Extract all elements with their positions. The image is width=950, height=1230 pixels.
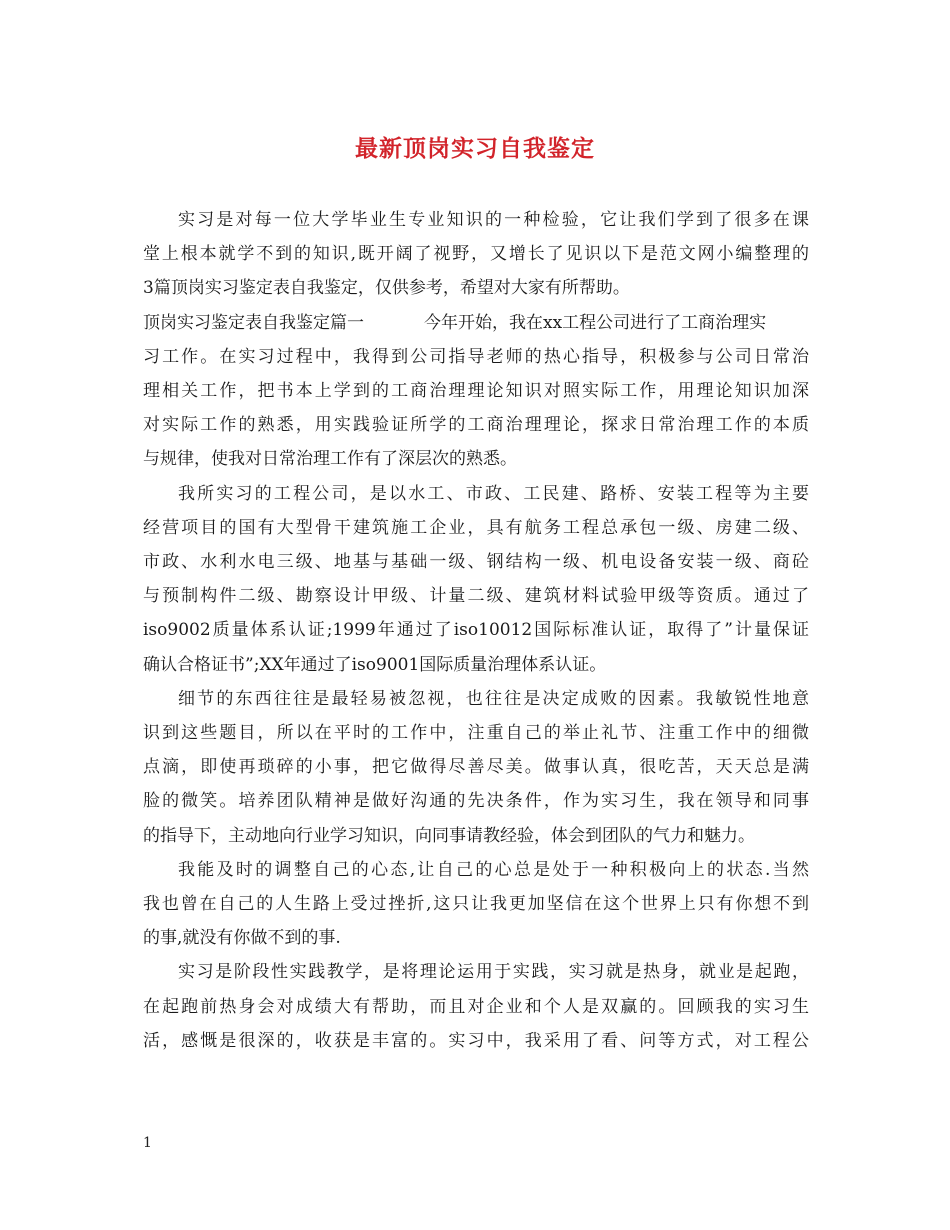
text-line: 细节的东西往往是最轻易被忽视，也往往是决定成败的因素。我敏锐性地意 (178, 688, 809, 709)
page-number: 1 (143, 1135, 152, 1151)
paragraph (143, 682, 809, 853)
text-line: 脸的微笑。培养团队精神是做好沟通的先决条件，作为实习生，我在领导和同事 (143, 791, 809, 812)
text-line: 市政、水利水电三级、地基与基础一级、钢结构一级、机电设备安装一级、商砼 (143, 552, 809, 573)
text-line: 实习是对每一位大学毕业生专业知识的一种检验，它让我们学到了很多在课 (178, 210, 809, 230)
document-body (143, 203, 809, 1058)
text-line: 3篇顶岗实习鉴定表自我鉴定，仅供参考，希望对大家有所帮助。 (143, 278, 630, 299)
paragraph (143, 853, 809, 956)
text-run: 今年开始，我在xx工程公司进行了工商治理实 (424, 312, 767, 333)
text-line: 与预制构件二级、勘察设计甲级、计量二级、建筑材料试验甲级等资质。通过了 (143, 586, 809, 607)
text-line: 我所实习的工程公司，是以水工、市政、工民建、路桥、安装工程等为主要 (178, 483, 809, 504)
text-line: iso9002质量体系认证;1999年通过了iso10012国际标准认证，取得了”计量保证 (143, 620, 809, 641)
text-line: 的指导下，主动地向行业学习知识，向同事请教经验，体会到团队的气力和魅力。 (143, 825, 755, 846)
text-line: 识到这些题目，所以在平时的工作中，注重自己的举止礼节、注重工作中的细微 (143, 723, 809, 744)
paragraph (143, 477, 809, 682)
text-line: 在起跑前热身会对成绩大有帮助，而且对企业和个人是双赢的。回顾我的实习生 (143, 996, 809, 1017)
text-line (143, 306, 809, 340)
paragraph (143, 306, 809, 477)
text-line: 堂上根本就学不到的知识,既开阔了视野，又增长了见识以下是范文网小编整理的 (143, 244, 809, 265)
text-line: 确认合格证书”;XX年通过了iso9001国际质量治理体系认证。 (143, 654, 607, 675)
text-line: 点滴，即使再琐碎的小事，把它做得尽善尽美。做事认真，很吃苦，天天总是满 (143, 757, 809, 778)
text-line: 对实际工作的熟悉，用实践验证所学的工商治理理论，探求日常治理工作的本质 (143, 415, 809, 436)
section-heading: 顶岗实习鉴定表自我鉴定篇一 (143, 312, 364, 333)
paragraph (143, 203, 809, 306)
text-line: 理相关工作，把书本上学到的工商治理理论知识对照实际工作，用理论知识加深 (143, 381, 809, 402)
document-title: 最新顶岗实习自我鉴定 (355, 135, 595, 162)
text-line: 我也曾在自己的人生路上受过挫折,这只让我更加坚信在这个世界上只有你想不到 (143, 894, 809, 915)
text-line: 的事,就没有你做不到的事. (143, 928, 341, 949)
text-line: 习工作。在实习过程中，我得到公司指导老师的热心指导，积极参与公司日常治 (143, 346, 809, 367)
text-line: 经营项目的国有大型骨干建筑施工企业，具有航务工程总承包一级、房建二级、 (143, 517, 809, 538)
text-line: 与规律，使我对日常治理工作有了深层次的熟悉。 (143, 449, 517, 470)
text-line: 活，感慨是很深的，收获是丰富的。实习中，我采用了看、问等方式，对工程公 (143, 1030, 809, 1051)
paragraph (143, 955, 809, 1058)
text-line: 我能及时的调整自己的心态,让自己的心总是处于一种积极向上的状态.当然 (178, 859, 809, 880)
text-line: 实习是阶段性实践教学，是将理论运用于实践，实习就是热身，就业是起跑， (178, 962, 809, 983)
